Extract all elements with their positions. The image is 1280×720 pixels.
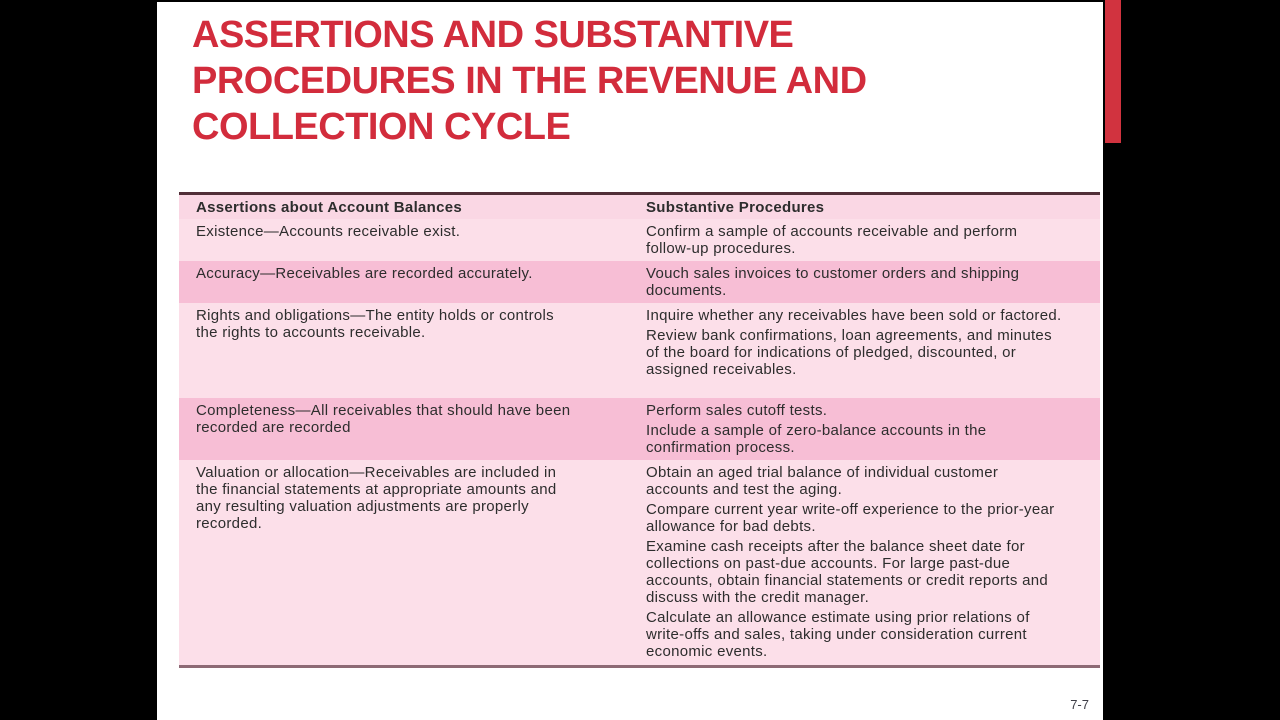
procedure-text: Inquire whether any receivables have been sold or factored.: [646, 307, 1062, 324]
slide: [157, 2, 1103, 720]
column-header-procedures: Substantive Procedures: [646, 199, 825, 216]
procedures-cell: [634, 398, 1100, 460]
assertion-cell: [179, 303, 634, 398]
procedures-cell: [634, 261, 1100, 303]
procedures-cell: [634, 219, 1100, 261]
procedure-text: Obtain an aged trial balance of individual customer accounts and test the aging.: [646, 464, 999, 498]
table-row-rights-obligations: [179, 303, 1100, 398]
table-row-existence: [179, 219, 1100, 261]
procedure-text: Compare current year write-off experience to the prior-year allowance for bad debts.: [646, 501, 1055, 535]
assertion-cell: [179, 261, 634, 303]
assertion-text: Existence—Accounts receivable exist.: [196, 223, 461, 240]
procedure-text: Perform sales cutoff tests.: [646, 402, 828, 419]
procedures-cell: [634, 460, 1100, 665]
assertion-text: Accuracy—Receivables are recorded accurately.: [196, 265, 533, 282]
assertion-text: Rights and obligations—The entity holds or controls the rights to accounts receivable.: [196, 307, 554, 341]
procedure-text: Vouch sales invoices to customer orders and shipping documents.: [646, 265, 1020, 299]
table-header-row: [179, 195, 1100, 219]
assertion-cell: [179, 398, 634, 460]
procedure-text: Calculate an allowance estimate using prior relations of write-offs and sales, taking under consideration current economic events.: [646, 609, 1030, 660]
procedure-text: Include a sample of zero-balance accounts in the confirmation process.: [646, 422, 987, 456]
table-row-completeness: [179, 398, 1100, 460]
assertions-procedures-table: [179, 192, 1100, 668]
procedures-cell: [634, 303, 1100, 398]
slide-title-line: ASSERTIONS AND SUBSTANTIVE: [192, 14, 794, 56]
slide-title-line: PROCEDURES IN THE REVENUE AND: [192, 60, 867, 102]
procedure-text: Review bank confirmations, loan agreements, and minutes of the board for indications of pledged, discounted, or assigned receivables.: [646, 327, 1052, 378]
procedure-text: Confirm a sample of accounts receivable and perform follow-up procedures.: [646, 223, 1018, 257]
slide-title-line: COLLECTION CYCLE: [192, 106, 571, 148]
slide-title: [192, 12, 867, 150]
table-row-accuracy: [179, 261, 1100, 303]
assertion-text: Completeness—All receivables that should have been recorded are recorded: [196, 402, 571, 436]
assertion-cell: [179, 460, 634, 665]
procedure-text: Examine cash receipts after the balance sheet date for collections on past-due accounts. For large past-due accounts, obtain financial statements or credit reports and discuss with the credit manager.: [646, 538, 1049, 606]
assertion-cell: [179, 219, 634, 261]
red-accent-bar: [1105, 0, 1121, 143]
table-row-valuation-allocation: [179, 460, 1100, 665]
assertion-text: Valuation or allocation—Receivables are included in the financial statements at appropriate amounts and any resulting valuation adjustments are properly recorded.: [196, 464, 557, 532]
column-header-assertions: Assertions about Account Balances: [196, 199, 463, 216]
page-number: 7-7: [1070, 697, 1089, 712]
